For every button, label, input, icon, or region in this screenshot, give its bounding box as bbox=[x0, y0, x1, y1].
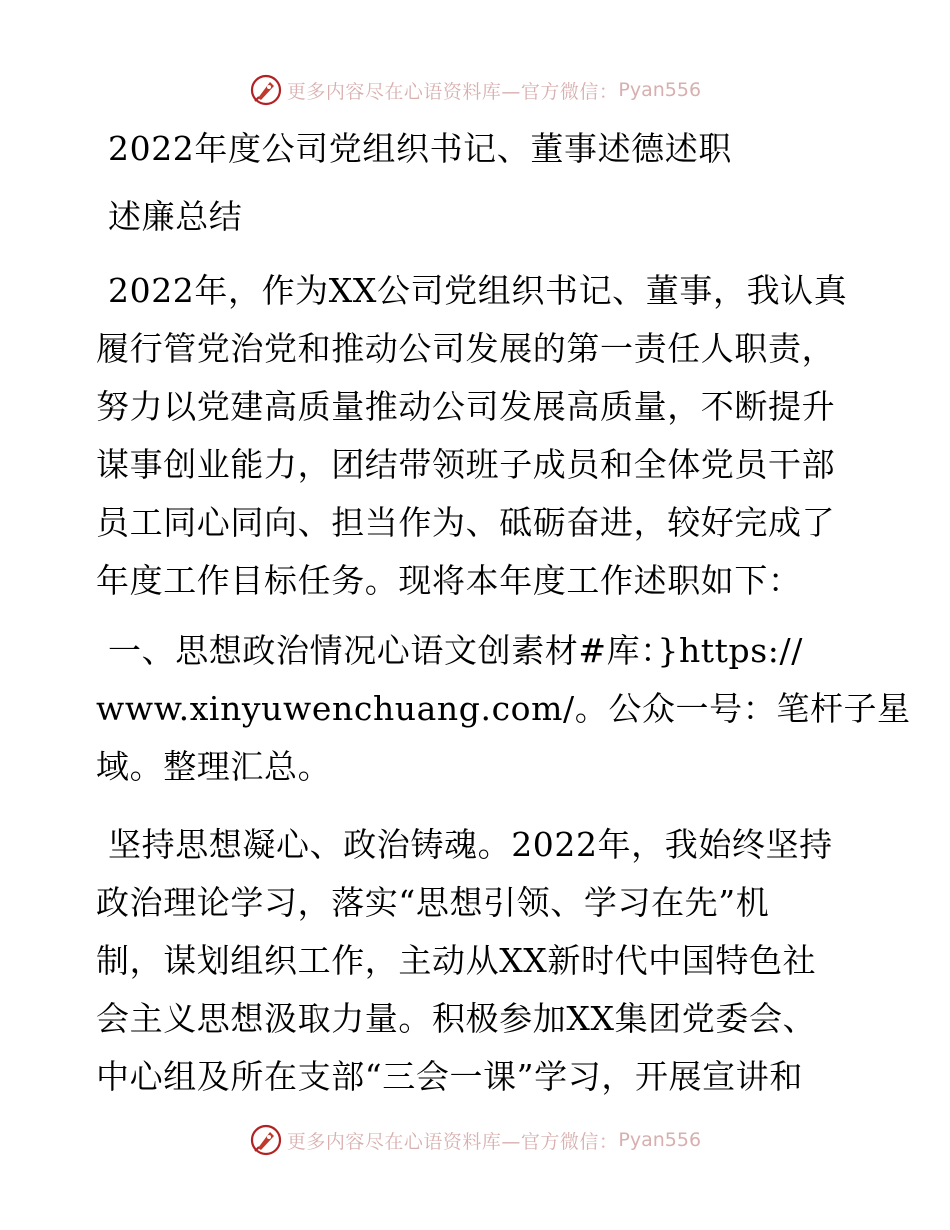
paragraph-line: 会主义思想汲取力量。积极参加XX集团党委会、 bbox=[96, 999, 817, 1038]
watermark-text: 更多内容尽在心语资料库—官方微信： bbox=[286, 80, 619, 103]
document-title-line-2: 述廉总结 bbox=[108, 197, 243, 236]
section-line: www.xinyuwenchuang.com/。公众一号：笔杆子星 bbox=[96, 689, 911, 728]
paragraph-line: 坚持思想凝心、政治铸魂。2022年，我始终坚持 bbox=[108, 825, 833, 864]
section-line: 一、思想政治情况心语文创素材#库：}https:// bbox=[108, 631, 803, 670]
paragraph-line: 制，谋划组织工作，主动从XX新时代中国特色社 bbox=[96, 941, 817, 980]
section-line: 域。整理汇总。 bbox=[96, 747, 332, 786]
document-body bbox=[96, 120, 911, 1106]
document-title-line-1: 2022年度公司党组织书记、董事述德述职 bbox=[108, 129, 732, 168]
watermark-contact: Pyan556 bbox=[618, 79, 702, 101]
pen-nib-logo-icon bbox=[249, 73, 283, 107]
watermark-text: 更多内容尽在心语资料库—官方微信： bbox=[286, 1130, 619, 1153]
paragraph-line: 履行管党治党和推动公司发展的第一责任人职责， bbox=[96, 329, 836, 368]
paragraph-line: 谋事创业能力，团结带领班子成员和全体党员干部 bbox=[96, 445, 836, 484]
header-watermark bbox=[0, 70, 950, 110]
section-heading-1 bbox=[96, 622, 911, 796]
paragraph-line: 年度工作目标任务。现将本年度工作述职如下： bbox=[96, 561, 802, 600]
paragraph-line: 政治理论学习，落实“思想引领、学习在先”机 bbox=[96, 883, 770, 922]
watermark-contact: Pyan556 bbox=[618, 1129, 702, 1151]
paragraph-line: 中心组及所在支部“三会一课”学习，开展宣讲和 bbox=[96, 1057, 803, 1096]
footer-watermark bbox=[0, 1120, 950, 1160]
paragraph-line: 员工同心同向、担当作为、砥砺奋进，较好完成了 bbox=[96, 503, 836, 542]
paragraph-2 bbox=[96, 816, 856, 1106]
paragraph-1 bbox=[96, 262, 856, 610]
paragraph-line: 努力以党建高质量推动公司发展高质量，不断提升 bbox=[96, 387, 836, 426]
pen-nib-logo-icon bbox=[249, 1123, 283, 1157]
paragraph-line: 2022年，作为XX公司党组织书记、董事，我认真 bbox=[108, 271, 848, 310]
